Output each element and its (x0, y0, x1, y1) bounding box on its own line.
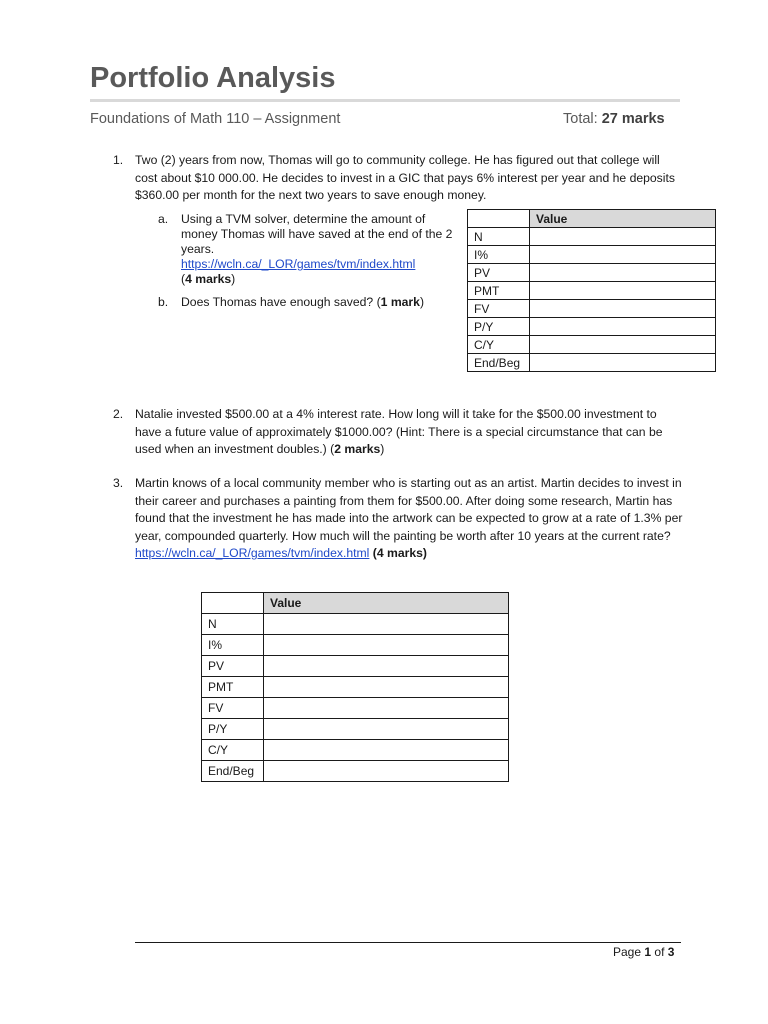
page-label: Page (613, 945, 642, 959)
page-of-label: of (654, 945, 665, 959)
tvm-variable-label: FV (202, 698, 264, 719)
table-header-row (468, 210, 716, 228)
tvm-solver-link[interactable]: https://wcln.ca/_LOR/games/tvm/index.html (181, 257, 416, 271)
table-row (468, 228, 716, 246)
question-1a-marks: 4 marks (185, 272, 232, 286)
marks-paren-close: ) (380, 442, 385, 456)
question-1a-letter: a. (158, 212, 169, 226)
tvm-variable-label: P/Y (468, 318, 530, 336)
table-header-value: Value (530, 210, 716, 228)
table-row (202, 740, 509, 761)
tvm-solver-link[interactable]: https://wcln.ca/_LOR/games/tvm/index.html (135, 546, 370, 560)
tvm-variable-label: I% (202, 635, 264, 656)
question-1-text: Two (2) years from now, Thomas will go to community college. He has figured out that college will cost about $10 000.00. He decides to invest in a GIC that pays 6% interest per year and he deposits $360.00 per month for the next two years to save enough money. (135, 153, 675, 202)
tvm-variable-label: PV (202, 656, 264, 677)
table-header-row (202, 593, 509, 614)
tvm-value-cell[interactable] (264, 656, 509, 677)
course-subtitle: Foundations of Math 110 – Assignment (90, 111, 341, 127)
table-row (468, 336, 716, 354)
question-2 (135, 406, 683, 459)
tvm-value-cell[interactable] (530, 228, 716, 246)
table-row (202, 761, 509, 782)
tvm-value-cell[interactable] (264, 719, 509, 740)
total-value: 27 marks (601, 111, 665, 127)
tvm-value-cell[interactable] (530, 246, 716, 264)
table-header-value: Value (264, 593, 509, 614)
table-row (202, 635, 509, 656)
tvm-value-cell[interactable] (530, 282, 716, 300)
tvm-variable-label: End/Beg (468, 354, 530, 372)
tvm-variable-label: PV (468, 264, 530, 282)
title-divider (90, 99, 680, 102)
tvm-variable-label: End/Beg (202, 761, 264, 782)
table-row (468, 318, 716, 336)
tvm-variable-label: N (468, 228, 530, 246)
footer-divider (135, 942, 681, 943)
table-row (202, 677, 509, 698)
tvm-variable-label: PMT (468, 282, 530, 300)
marks-paren-close: ) (419, 295, 425, 309)
tvm-value-cell[interactable] (264, 635, 509, 656)
marks-paren-close: ) (231, 272, 236, 286)
question-3-marks: (4 marks) (372, 546, 427, 560)
question-1b-marks: 1 mark (380, 295, 420, 309)
tvm-value-cell[interactable] (530, 354, 716, 372)
question-3-number: 3. (113, 476, 124, 490)
tvm-variable-label: FV (468, 300, 530, 318)
question-2-number: 2. (113, 407, 124, 421)
tvm-variable-label: C/Y (468, 336, 530, 354)
page-total: 3 (667, 945, 675, 959)
page-indicator (613, 945, 674, 959)
tvm-value-cell[interactable] (530, 264, 716, 282)
question-1-number: 1. (113, 153, 124, 167)
tvm-table-q3 (201, 592, 509, 782)
table-row (202, 656, 509, 677)
tvm-value-cell[interactable] (264, 740, 509, 761)
question-1b-text: Does Thomas have enough saved? ( (181, 295, 381, 309)
tvm-value-cell[interactable] (264, 677, 509, 698)
marks-paren-open: ( (181, 272, 186, 286)
page-title: Portfolio Analysis (90, 62, 336, 94)
tvm-variable-label: I% (468, 246, 530, 264)
question-1a-text: Using a TVM solver, determine the amount of money Thomas will have saved at the end of the 2 years. (181, 212, 453, 256)
question-2-text: Natalie invested $500.00 at a 4% interest rate. How long will it take for the $500.00 investment to have a future value of approximately $1000.00? (Hint: There is a special circumstance that can be used when an investment doubles.) ( (135, 407, 663, 456)
table-header-blank (468, 210, 530, 228)
question-3-text: Martin knows of a local community member who is starting out as an artist. Martin decides to invest in their career and purchases a painting from them for $500.00. After doing some research, Martin has found that the investment he has made into the artwork can be expected to grow at a rate of 1.3% per year, compounded quarterly. How much will the painting be worth after 10 years at the current rate? (135, 476, 683, 543)
tvm-variable-label: PMT (202, 677, 264, 698)
tvm-value-cell[interactable] (264, 761, 509, 782)
tvm-value-cell[interactable] (264, 698, 509, 719)
question-2-marks: 2 marks (334, 442, 381, 456)
tvm-table-q1 (467, 209, 716, 372)
table-header-blank (202, 593, 264, 614)
question-1b-letter: b. (158, 295, 169, 309)
total-label: Total: (563, 111, 598, 127)
table-row (202, 698, 509, 719)
question-3 (135, 475, 683, 563)
table-row (468, 246, 716, 264)
question-1a (181, 212, 459, 287)
table-row (468, 300, 716, 318)
tvm-value-cell[interactable] (530, 300, 716, 318)
table-row (468, 282, 716, 300)
table-row (202, 614, 509, 635)
table-row (202, 719, 509, 740)
question-1b (181, 295, 459, 310)
tvm-variable-label: P/Y (202, 719, 264, 740)
table-row (468, 354, 716, 372)
tvm-value-cell[interactable] (264, 614, 509, 635)
tvm-variable-label: N (202, 614, 264, 635)
table-row (468, 264, 716, 282)
page-current: 1 (644, 945, 652, 959)
total-marks (563, 111, 665, 127)
tvm-value-cell[interactable] (530, 336, 716, 354)
tvm-value-cell[interactable] (530, 318, 716, 336)
tvm-variable-label: C/Y (202, 740, 264, 761)
